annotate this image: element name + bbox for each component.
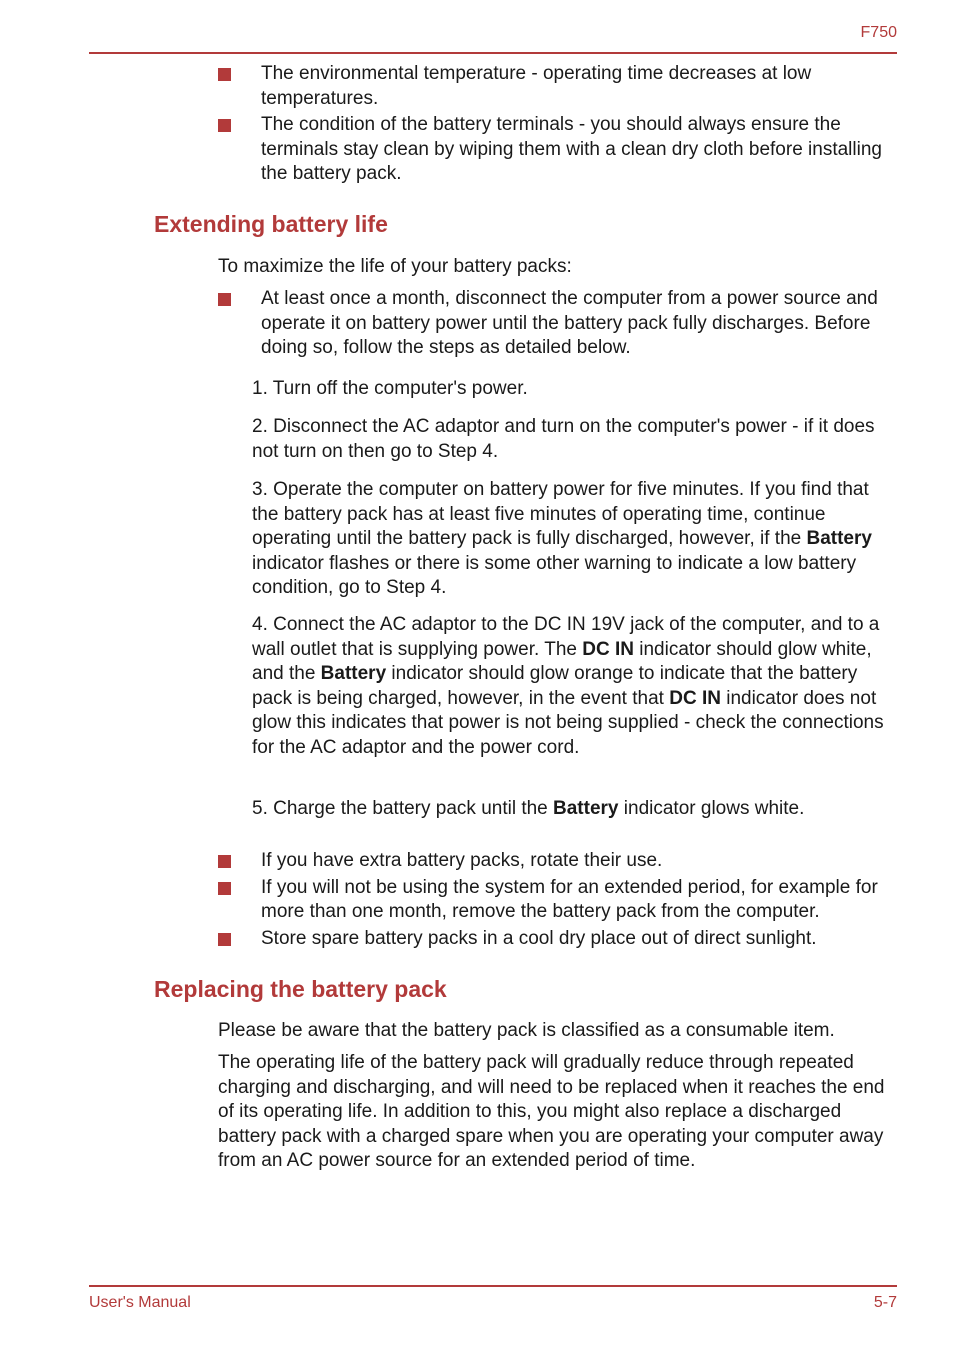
- list-item: If you will not be using the system for an extended period, for example for more than one month, remove the battery pack from the computer.: [0, 876, 954, 925]
- list-item: Store spare battery packs in a cool dry place out of direct sunlight.: [0, 927, 954, 952]
- step-2: 2. Disconnect the AC adaptor and turn on the computer's power - if it does not turn on then go to Step 4.: [252, 416, 875, 462]
- section-heading-replacing-battery-pack: Replacing the battery pack: [154, 976, 447, 1002]
- header-divider: [89, 52, 897, 54]
- section-heading-extending-battery-life: Extending battery life: [154, 211, 388, 237]
- bullet-square-icon: [218, 933, 231, 946]
- footer-divider: [89, 1285, 897, 1287]
- section2-para-2: The operating life of the battery pack will gradually reduce through repeated charging and discharging, and will need to be replaced when it reaches the end of its operating life. In addition to this, you might also replace a discharged battery pack with a charged spare when you are operating your computer away from an AC power source for an extended period of time.: [218, 1052, 885, 1171]
- header-model-label: F750: [860, 24, 897, 41]
- section1-main-bullet: [0, 287, 954, 363]
- footer-page-number: 5-7: [873, 1294, 897, 1311]
- bullet-square-icon: [218, 882, 231, 895]
- list-item: If you have extra battery packs, rotate their use.: [0, 849, 954, 874]
- step-4: 4. Connect the AC adaptor to the DC IN 19V jack of the computer, and to a wall outlet that is supplying power. The DC IN indicator should glow white, and the Battery indicator should glow orange to indicate that the battery pack is being charged, however, in the event that DC IN indicator does not glow this indicates that power is not being supplied - check the connections for the AC adaptor and the power cord.: [252, 614, 884, 758]
- step-3: 3. Operate the computer on battery power for five minutes. If you find that the battery pack has at least five minutes of operating time, continue operating until the battery pack is fully discharged, however, if the Battery indicator flashes or there is some other warning to indicate a low battery condition, go to Step 4.: [252, 479, 872, 598]
- section1-intro: To maximize the life of your battery packs:: [218, 256, 572, 277]
- list-item: At least once a month, disconnect the computer from a power source and operate it on battery power until the battery pack fully discharges. Before doing so, follow the steps as detailed below.: [0, 287, 954, 361]
- section1-more-bullets: [0, 849, 954, 953]
- bullet-square-icon: [218, 119, 231, 132]
- top-bullet-list: [0, 62, 954, 189]
- bullet-square-icon: [218, 68, 231, 81]
- step-5: 5. Charge the battery pack until the Battery indicator glows white.: [252, 798, 805, 819]
- list-item: The condition of the battery terminals - you should always ensure the terminals stay clean by wiping them with a clean dry cloth before installing the battery pack.: [0, 113, 954, 187]
- footer-manual-title: User's Manual: [89, 1294, 191, 1311]
- list-item: The environmental temperature - operating time decreases at low temperatures.: [0, 62, 954, 111]
- bullet-square-icon: [218, 855, 231, 868]
- step-1: 1. Turn off the computer's power.: [252, 378, 528, 399]
- section2-para-1: Please be aware that the battery pack is classified as a consumable item.: [218, 1020, 835, 1041]
- bullet-square-icon: [218, 293, 231, 306]
